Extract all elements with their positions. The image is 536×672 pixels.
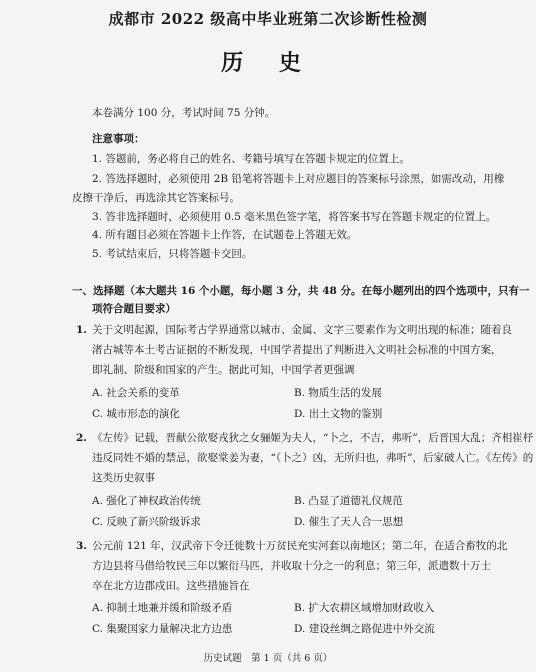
option-d: D. 出土文物的鉴别 [294,408,383,420]
option-b: B. 凸显了道德礼仪规范 [294,495,403,507]
section-heading: 一、选择题（本大题共 16 个小题，每小题 3 分，共 48 分。在每小题列出的四个选项中，只有一 [72,285,530,297]
notice-item: 3. 答非选择题时，必须使用 0.5 毫米黑色签字笔，将答案书写在答题卡规定的位置上。 [92,211,497,223]
question-number: 1. [76,324,87,336]
notice-item: 1. 答题前，务必将自己的姓名、考籍号填写在答题卡规定的位置上。 [92,153,410,165]
option-d: D. 建设丝绸之路促进中外交流 [294,623,435,635]
option-c: C. 城市形态的演化 [92,408,180,420]
question-number: 2. [76,432,87,444]
notice-item: 4. 所有题目必须在答题卡上作答，在试题卷上答题无效。 [92,229,358,241]
question-number: 3. [76,540,87,552]
option-a: A. 社会关系的变革 [92,387,180,399]
subject-title: 历 史 [221,50,315,76]
option-b: B. 扩大农耕区域增加财政收入 [294,602,435,614]
option-a: A. 抑制土地兼并缓和阶级矛盾 [92,602,233,614]
page-footer: 历史试题 第 1 页（共 6 页） [203,653,333,664]
question-text: 这类历史叙事 [92,472,155,484]
option-d: D. 催生了天人合一思想 [294,516,404,528]
exam-intro: 本卷满分 100 分，考试时间 75 分钟。 [92,107,276,119]
option-a: A. 强化了神权政治传统 [92,495,201,507]
option-c: C. 反映了新兴阶级诉求 [92,516,201,528]
question-text: 即礼制、阶级和国家的产生。据此可知，中国学者更强调 [92,364,355,376]
notice-heading: 注意事项： [92,133,145,145]
question-text: 公元前 121 年，汉武帝下令迁徙数十万贫民充实河套以南地区；第二年，在适合畜牧的北 [92,540,508,552]
option-b: B. 物质生活的发展 [294,387,382,399]
notice-item: 皮擦干净后，再选涂其它答案标号。 [72,192,240,204]
exam-title: 成都市 2022 级高中毕业班第二次诊断性检测 [108,10,428,28]
option-c: C. 集聚国家力量解决北方边患 [92,623,233,635]
section-heading-cont: 项符合题目要求） [92,303,176,315]
question-text: 方边县将马借给牧民三年以繁衍马匹，并收取十分之一的利息；第三年，派遣数十万士 [92,560,491,572]
question-text: 卒在北方边郡戍田。这些措施旨在 [92,580,250,592]
question-text: 《左传》记载，晋献公欲娶戎狄之女骊姬为夫人，“卜之，不吉，弗听”，后晋国大乱；齐相崔杼 [92,432,534,444]
notice-item: 2. 答选择题时，必须使用 2B 铅笔将答题卡上对应题目的答案标号涂黑，如需改动，用橡 [92,173,505,185]
question-text: 渚古城等本土考古证据的不断发现，中国学者提出了判断进入文明社会标准的中国方案， [92,344,502,356]
question-text: 违反同姓不婚的禁忌，欲娶棠姜为妻，“（卜之）凶，无所归也，弗听”，后家破人亡。《左传》的 [92,452,534,464]
notice-item: 5. 考试结束后，只将答题卡交回。 [92,248,253,260]
question-text: 关于文明起源，国际考古学界通常以城市、金属、文字三要素作为文明出现的标准；随着良 [92,324,512,336]
